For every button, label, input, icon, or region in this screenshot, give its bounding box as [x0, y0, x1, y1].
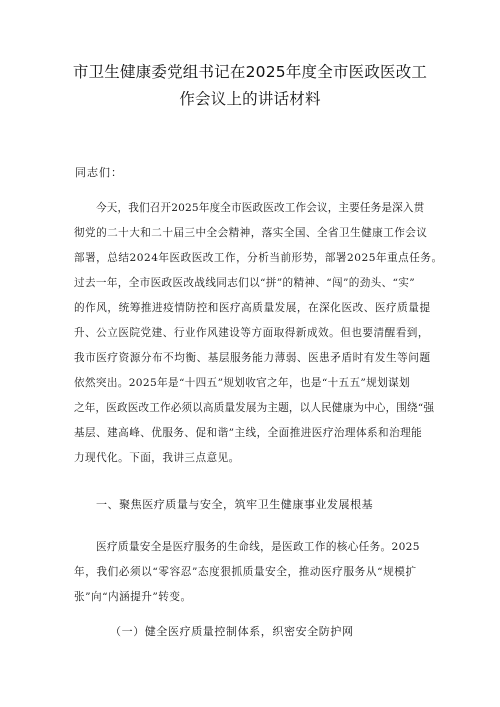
paragraph-line: 依然突出。2025年是“十四五”规划收官之年，也是“十五五”规划谋划 [74, 377, 410, 389]
paragraph-line: 彻党的二十大和二十届三中全会精神，落实全国、全省卫生健康工作会议 [74, 227, 428, 239]
greeting: 同志们： [75, 166, 123, 179]
paragraph-line: 升、公立医院党建、行业作风建设等方面取得新成效。但也要清醒看到， [74, 327, 429, 339]
paragraph-line: 过去一年，全市医政医改战线同志们以“拼”的精神、“闯”的劲头、“实” [74, 277, 416, 289]
section-heading-1: 一、聚焦医疗质量与安全，筑牢卫生健康事业发展根基 [96, 498, 374, 511]
paragraph-line: 年，我们必须以“零容忍”态度狠抓质量安全，推动医疗服务从“规模扩 [74, 566, 417, 578]
paragraph-line: 今天，我们召开2025年度全市医政医改工作会议，主要任务是深入贯 [96, 202, 425, 214]
paragraph-line: 张”向“内涵提升”转变。 [74, 591, 192, 603]
paragraph-line: 力现代化。下面，我讲三点意见。 [74, 452, 240, 464]
paragraph-line: 之年，医政医改工作必须以高质量发展为主题，以人民健康为中心，围绕“强 [74, 402, 435, 414]
paragraph-line: 基层、建高峰、优服务、促和谐”主线，全面推进医疗治理体系和治理能 [74, 427, 423, 439]
document-title-line-2: 作会议上的讲话材料 [179, 90, 321, 108]
paragraph-line: 的作风，统筹推进疫情防控和医疗高质量发展，在深化医改、医疗质量提 [74, 302, 431, 314]
paragraph-line: 医疗质量安全是医疗服务的生命线，是医政工作的核心任务。2025 [96, 541, 420, 553]
paragraph-line: 部署，总结2024年医政医改工作，分析当前形势，部署2025年重点任务。 [74, 252, 443, 264]
document-title-line-1: 市卫生健康委党组书记在2025年度全市医政医改工 [72, 63, 428, 81]
subsection-heading-1: （一）健全医疗质量控制体系，织密安全防护网 [110, 625, 354, 638]
paragraph-line: 我市医疗资源分布不均衡、基层服务能力薄弱、医患矛盾时有发生等问题 [74, 352, 431, 364]
